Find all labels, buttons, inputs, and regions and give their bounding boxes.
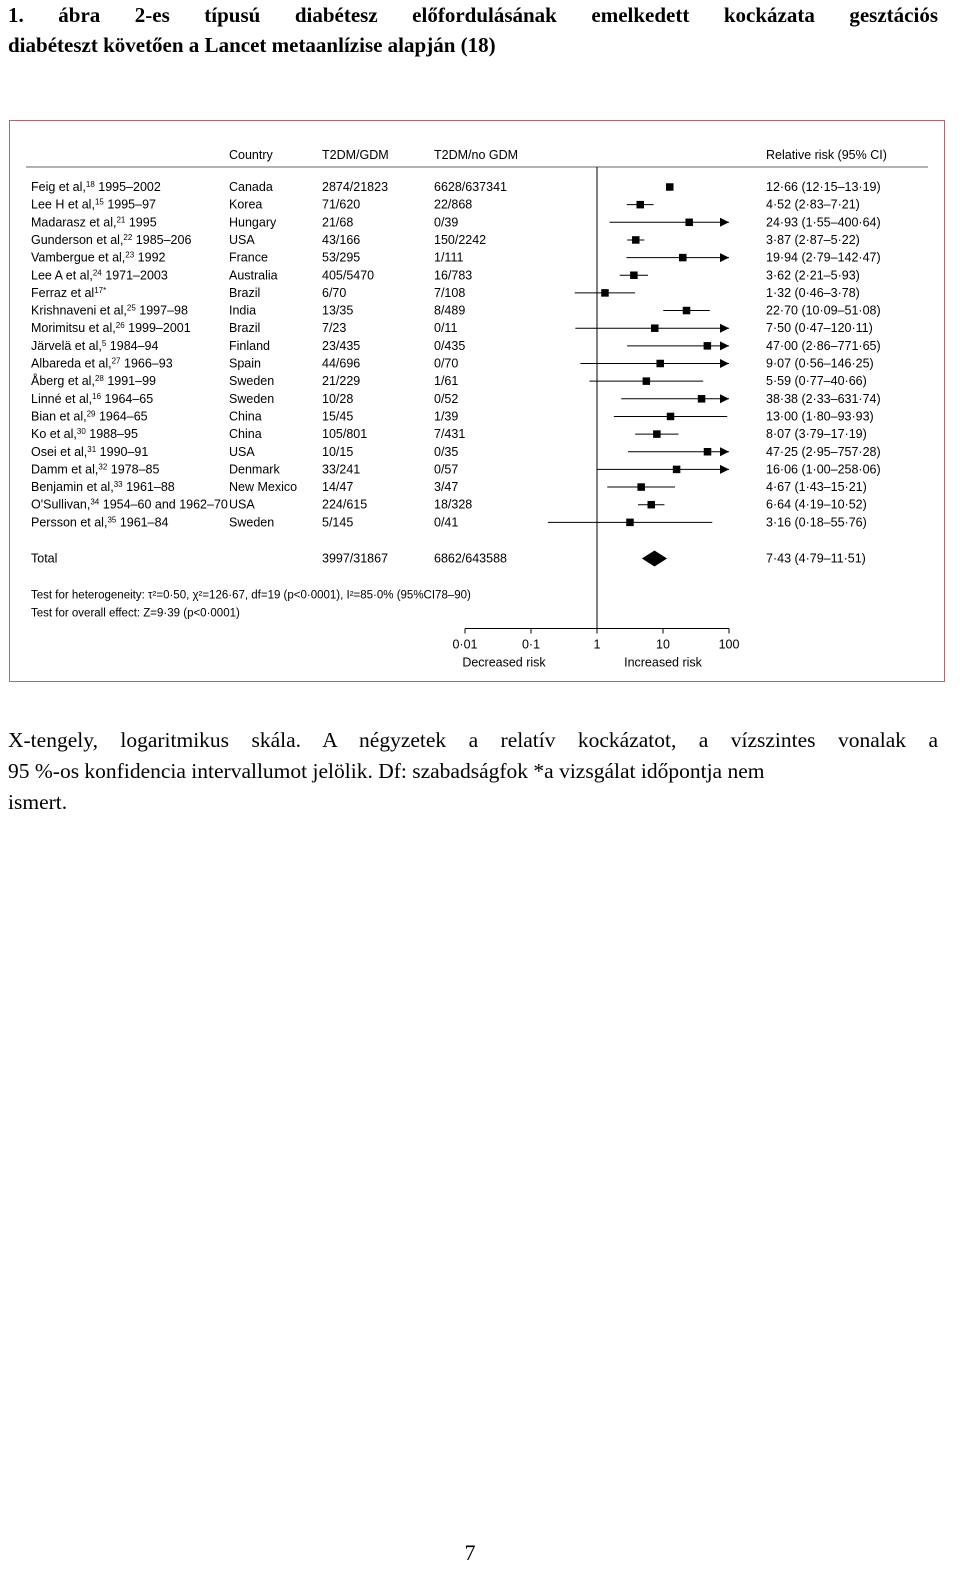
rr-square	[601, 289, 609, 297]
note-line-2: 95 %-os konfidencia intervallumot jelölik. Df: szabadságfok *a vizsgálat időpontja nem	[8, 759, 765, 783]
rr-square	[626, 519, 634, 527]
rr-square	[685, 219, 693, 227]
study-country: USA	[229, 232, 255, 247]
study-relative-risk: 13·00 (1·80–93·93)	[766, 409, 874, 424]
study-t2dm-no-gdm: 0/57	[434, 462, 459, 477]
footnote: Test for overall effect: Z=9·39 (p<0·0001)	[31, 607, 240, 620]
study-t2dm-gdm: 405/5470	[322, 268, 375, 283]
page-number: 7	[464, 1540, 476, 1565]
study-relative-risk: 16·06 (1·00–258·06)	[766, 462, 881, 477]
study-label: Gunderson et al,$^{22}$ 1985–206	[31, 232, 192, 247]
study-relative-risk: 3·87 (2·87–5·22)	[766, 232, 860, 247]
ci-arrow	[720, 324, 729, 333]
figure-caption	[8, 0, 938, 60]
forest-plot-figure	[9, 120, 945, 682]
study-t2dm-no-gdm: 0/70	[434, 356, 459, 371]
study-relative-risk: 6·64 (4·19–10·52)	[766, 497, 867, 512]
forest-plot	[10, 121, 944, 681]
study-country: Sweden	[229, 391, 275, 406]
rr-square	[643, 377, 651, 385]
study-t2dm-gdm: 21/229	[322, 374, 361, 389]
study-country: Australia	[229, 268, 278, 283]
x-tick-label: 1	[593, 637, 601, 652]
study-t2dm-no-gdm: 7/431	[434, 427, 466, 442]
study-country: Sweden	[229, 374, 275, 389]
study-label: Feig et al,$^{18}$ 1995–2002	[31, 179, 161, 194]
study-label: Damm et al,$^{32}$ 1978–85	[31, 461, 160, 477]
x-tick-label: 100	[718, 637, 740, 652]
study-label: Madarasz et al,$^{21}$ 1995	[31, 214, 157, 230]
rr-square	[704, 342, 712, 350]
study-country: New Mexico	[229, 480, 298, 495]
study-label: Vambergue et al,$^{23}$ 1992	[31, 250, 166, 265]
x-axis-right-label: Increased risk	[624, 655, 702, 670]
study-t2dm-gdm: 33/241	[322, 462, 361, 477]
study-label: Ko et al,$^{30}$ 1988–95	[31, 426, 138, 442]
x-axis-left-label: Decreased risk	[462, 655, 546, 670]
study-label: Lee H et al,$^{15}$ 1995–97	[31, 197, 156, 212]
study-label: O'Sullivan,$^{34}$ 1954–60 and 1962–70	[31, 497, 228, 512]
study-relative-risk: 4·52 (2·83–7·21)	[766, 197, 860, 212]
study-t2dm-no-gdm: 0/435	[434, 338, 466, 353]
study-t2dm-gdm: 10/15	[322, 444, 354, 459]
study-t2dm-no-gdm: 16/783	[434, 268, 473, 283]
note-line-1: X-tengely, logaritmikus skála. A négyzetek a relatív kockázatot, a vízszintes vonalak a	[8, 728, 938, 752]
study-t2dm-no-gdm: 0/39	[434, 215, 459, 230]
study-country: Hungary	[229, 215, 277, 230]
study-t2dm-gdm: 23/435	[322, 338, 361, 353]
study-t2dm-gdm: 21/68	[322, 215, 354, 230]
caption-line-1: 1. ábra 2-es típusú diabétesz előfordulásának emelkedett kockázata gesztációs	[8, 3, 938, 27]
figure-note	[8, 725, 938, 818]
study-t2dm-gdm: 105/801	[322, 427, 368, 442]
study-relative-risk: 22·70 (10·09–51·08)	[766, 303, 881, 318]
study-t2dm-gdm: 10/28	[322, 391, 354, 406]
total-label: Total	[31, 551, 58, 566]
study-country: France	[229, 250, 268, 265]
study-relative-risk: 1·32 (0·46–3·78)	[766, 285, 860, 300]
x-tick-label: 10	[656, 637, 670, 652]
study-country: China	[229, 427, 262, 442]
study-relative-risk: 7·50 (0·47–120·11)	[766, 321, 873, 336]
study-t2dm-no-gdm: 1/61	[434, 374, 459, 389]
study-country: Canada	[229, 180, 273, 194]
study-t2dm-gdm: 6/70	[322, 285, 347, 300]
x-tick-label: 0·1	[521, 637, 541, 652]
study-t2dm-no-gdm: 7/108	[434, 285, 466, 300]
study-relative-risk: 4·67 (1·43–15·21)	[766, 480, 867, 495]
study-label: Linné et al,$^{16}$ 1964–65	[31, 391, 154, 406]
header-relative-risk: Relative risk (95% CI)	[766, 148, 887, 162]
study-label: Bian et al,$^{29}$ 1964–65	[31, 408, 148, 424]
study-relative-risk: 47·00 (2·86–771·65)	[766, 338, 881, 353]
total-diamond	[642, 551, 667, 567]
study-t2dm-gdm: 5/145	[322, 515, 354, 530]
study-country: USA	[229, 497, 255, 512]
total-t2dm-gdm: 3997/31867	[322, 551, 389, 566]
study-relative-risk: 9·07 (0·56–146·25)	[766, 356, 874, 371]
header-t2dm-no-gdm: T2DM/no GDM	[434, 148, 519, 162]
ci-arrow	[720, 253, 729, 262]
study-t2dm-no-gdm: 1/39	[434, 409, 459, 424]
ci-arrow	[720, 218, 729, 227]
study-t2dm-no-gdm: 0/52	[434, 391, 459, 406]
study-t2dm-gdm: 15/45	[322, 409, 354, 424]
rr-square	[704, 448, 712, 456]
study-country: USA	[229, 444, 255, 459]
study-t2dm-gdm: 2874/21823	[322, 180, 389, 194]
study-t2dm-no-gdm: 8/489	[434, 303, 466, 318]
x-tick-label: 0·01	[452, 637, 478, 652]
study-t2dm-no-gdm: 0/41	[434, 515, 459, 530]
study-country: Finland	[229, 338, 270, 353]
study-relative-risk: 47·25 (2·95–757·28)	[766, 444, 881, 459]
study-country: China	[229, 409, 262, 424]
study-t2dm-no-gdm: 18/328	[434, 497, 473, 512]
study-country: Brazil	[229, 285, 261, 300]
study-t2dm-gdm: 53/295	[322, 250, 361, 265]
rr-square	[666, 183, 674, 191]
study-country: Spain	[229, 356, 261, 371]
ci-arrow	[720, 447, 729, 456]
study-country: Korea	[229, 197, 263, 212]
study-country: Denmark	[229, 462, 280, 477]
study-t2dm-gdm: 71/620	[322, 197, 361, 212]
rr-square	[653, 430, 661, 438]
study-label: Albareda et al,$^{27}$ 1966–93	[31, 356, 173, 371]
study-label: Morimitsu et al,$^{26}$ 1999–2001	[31, 320, 191, 336]
header-country: Country	[229, 148, 273, 162]
rr-square	[656, 360, 664, 368]
ci-arrow	[720, 359, 729, 368]
rr-square	[683, 307, 691, 315]
study-t2dm-no-gdm: 3/47	[434, 480, 459, 495]
study-relative-risk: 8·07 (3·79–17·19)	[766, 427, 867, 442]
rr-square	[698, 395, 706, 403]
study-label: Lee A et al,$^{24}$ 1971–2003	[31, 267, 168, 283]
study-t2dm-no-gdm: 1/111	[434, 250, 464, 265]
footnote: Test for heterogeneity: τ²=0·50, χ²=126·67, df=19 (p<0·0001), I²=85·0% (95%CI78–90)	[31, 589, 471, 602]
study-label: Åberg et al,$^{28}$ 1991–99	[31, 373, 156, 389]
study-country: Sweden	[229, 515, 275, 530]
study-label: Osei et al,$^{31}$ 1990–91	[31, 444, 149, 459]
caption-line-2: diabéteszt követően a Lancet metaanlízise alapján (18)	[8, 33, 496, 57]
ci-arrow	[720, 465, 729, 474]
study-t2dm-gdm: 44/696	[322, 356, 361, 371]
rr-square	[637, 483, 645, 491]
ci-arrow	[720, 341, 729, 350]
study-t2dm-no-gdm: 0/35	[434, 444, 459, 459]
study-t2dm-gdm: 13/35	[322, 303, 354, 318]
study-t2dm-gdm: 224/615	[322, 497, 368, 512]
rr-square	[632, 236, 640, 244]
study-relative-risk: 5·59 (0·77–40·66)	[766, 374, 867, 389]
study-label: Ferraz et $al^{17*}$	[31, 285, 107, 300]
study-label: Krishnaveni et al,$^{25}$ 1997–98	[31, 303, 188, 318]
note-line-3: ismert.	[8, 790, 68, 814]
total-relative-risk: 7·43 (4·79–11·51)	[766, 551, 866, 566]
rr-square	[651, 324, 659, 332]
study-label: Persson et al,$^{35}$ 1961–84	[31, 514, 169, 530]
study-country: Brazil	[229, 321, 261, 336]
study-relative-risk: 24·93 (1·55–400·64)	[766, 215, 881, 230]
study-t2dm-no-gdm: 0/11	[434, 321, 458, 336]
study-label: Benjamin et al,$^{33}$ 1961–88	[31, 479, 175, 495]
header-t2dm-gdm: T2DM/GDM	[322, 148, 389, 162]
study-relative-risk: 38·38 (2·33–631·74)	[766, 391, 881, 406]
study-t2dm-gdm: 43/166	[322, 232, 361, 247]
study-label: Järvelä et al,$^5$ 1984–94	[31, 338, 159, 353]
rr-square	[630, 272, 638, 280]
rr-square	[636, 201, 644, 209]
study-country: India	[229, 303, 257, 318]
study-relative-risk: 3·62 (2·21–5·93)	[766, 268, 860, 283]
study-t2dm-no-gdm: 22/868	[434, 197, 473, 212]
study-t2dm-no-gdm: 6628/637341	[434, 180, 507, 194]
study-relative-risk: 19·94 (2·79–142·47)	[766, 250, 881, 265]
total-t2dm-no-gdm: 6862/643588	[434, 551, 507, 566]
rr-square	[667, 413, 675, 421]
study-t2dm-gdm: 14/47	[322, 480, 354, 495]
rr-square	[673, 466, 681, 474]
study-relative-risk: 12·66 (12·15–13·19)	[766, 180, 881, 194]
study-relative-risk: 3·16 (0·18–55·76)	[766, 515, 867, 530]
study-t2dm-gdm: 7/23	[322, 321, 347, 336]
rr-square	[648, 501, 656, 509]
study-t2dm-no-gdm: 150/2242	[434, 232, 487, 247]
rr-square	[679, 254, 687, 262]
ci-arrow	[720, 394, 729, 403]
